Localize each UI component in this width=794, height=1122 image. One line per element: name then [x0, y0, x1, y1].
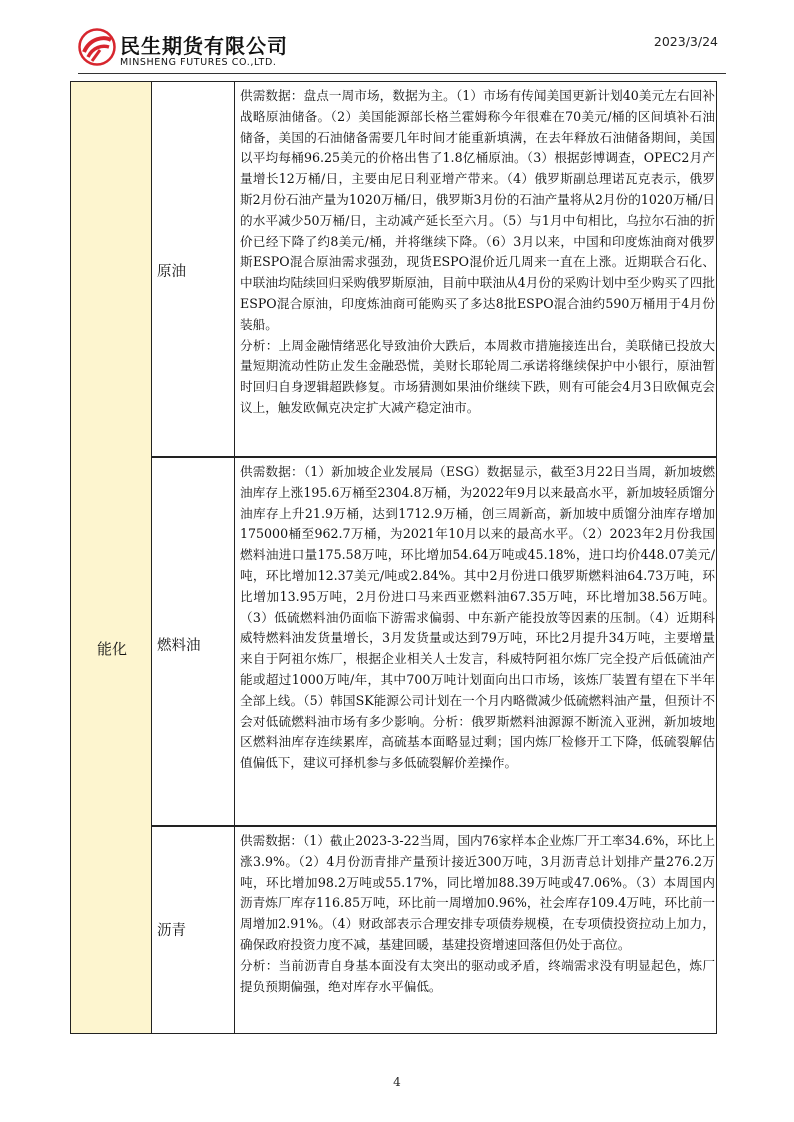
table-row-crude-oil — [152, 81, 717, 457]
row-content — [240, 86, 715, 419]
supply-demand-paragraph: 供需数据：（1）截止2023-3-22当周，国内76家样本企业炼厂开工率34.6%，环比上涨3.9%。（2）4月份沥青排产量预计接近300万吨，3月沥青总计划排产量276.2万吨，环比增加98.2万吨或55.17%，同比增加88.39万吨或47.06%。（3）本周国内沥青炼厂库存116.85万吨，环比前一周增加0.96%，社会库存109.4万吨，环比前一周增加2.91%。（4）财政部表示合理安排专项债券规模，在专项债投资拉动上加力，确保政府投资力度不减，基建回暖，基建投资增速回落但仍处于高位。 — [240, 833, 715, 952]
company-name-cn: 民生期货有限公司 — [120, 34, 288, 58]
row-content — [240, 831, 715, 997]
page-number: 4 — [393, 1075, 401, 1089]
product-cell — [152, 82, 235, 456]
table-row-asphalt — [152, 826, 717, 1034]
supply-demand-paragraph: 供需数据：（1）新加坡企业发展局（ESG）数据显示，截至3月22日当周，新加坡燃油库存上涨195.6万桶至2304.8万桶，为2022年9月以来最高水平，新加坡轻质馏分油库存上升21.9万桶，达到1712.9万桶，创三周新高，新加坡中质馏分油库存增加175000桶至962.7万桶，为2021年10月以来的最高水平。（2）2023年2月份我国燃料油进口量175.58万吨，环比增加54.64万吨或45.18%，进口均价448.07美元/吨，环比增加12.37美元/吨或2.84%。其中2月份进口俄罗斯燃料油64.73万吨，环比增加13.95万吨，2月份进口马来西亚燃料油67.35万吨，环比增加38.56万吨。（3）低硫燃料油仍面临下游需求偏弱、中东新产能投放等因素的压制。（4）近期科威特燃料油发货量增长，3月发货量或达到79万吨，环比2月提升34万吨，主要增量来自于阿祖尔炼厂，根据企业相关人士发言，科威特阿祖尔炼厂完全投产后低硫油产能或超过1000万吨/年，其中700万吨计划面向出口市场，该炼厂装置有望在下半年全部上线。（5）韩国SK能源公司计划在一个月内略微减少低硫燃料油产量，但预计不会对低硫燃料油市场有多少影响。分析：俄罗斯燃料油源源不断流入亚洲，新加坡地区燃料油库存连续累库，高硫基本面略显过剩；国内炼厂检修开工下降，低硫裂解估值偏低下，建议可择机参与多低硫裂解价差操作。 — [240, 464, 715, 771]
product-cell — [152, 827, 235, 1033]
row-content — [240, 462, 715, 774]
commodity-table — [70, 81, 717, 1034]
minsheng-logo-icon — [78, 28, 116, 66]
report-date: 2023/3/24 — [653, 34, 718, 49]
sector-label: 能化 — [96, 640, 127, 658]
product-cell — [152, 458, 235, 825]
header-divider — [78, 73, 726, 74]
product-label: 燃料油 — [157, 638, 201, 654]
table-row-fuel-oil — [152, 457, 717, 826]
analysis-paragraph: 分析：上周金融情绪恶化导致油价大跌后，本周救市措施接连出台，美联储已投放大量短期流动性防止发生金融恐慌，美财长耶轮周二承诺将继续保护中小银行，原油暂时回归自身逻辑超跌修复。市场猜测如果油价继续下跌，则有可能会4月3日欧佩克会议上，触发欧佩克决定扩大减产稳定油市。 — [240, 337, 715, 415]
sector-cell — [70, 81, 152, 1034]
company-name-en: MINSHENG FUTURES CO.,LTD. — [120, 57, 277, 68]
product-label: 沥青 — [157, 923, 186, 939]
analysis-paragraph: 分析：当前沥青自身基本面没有太突出的驱动或矛盾，终端需求没有明显起色，炼厂提负预期偏强，绝对库存水平偏低。 — [240, 957, 715, 994]
supply-demand-paragraph: 供需数据：盘点一周市场，数据为主。（1）市场有传闻美国更新计划40美元左右回补战略原油储备。（2）美国能源部长格兰霍姆称今年很难在70美元/桶的区间填补石油储备，美国的石油储备需要几年时间才能重新填满，在去年释放石油储备期间，美国以平均每桶96.25美元的价格出售了1.8亿桶原油。（3）根据彭博调查，OPEC2月产量增长12万桶/日，主要由尼日利亚增产带来。（4）俄罗斯副总理诺瓦克表示，俄罗斯2月份石油产量为1020万桶/日，俄罗斯3月份的石油产量将从2月份的1020万桶/日的水平减少50万桶/日，主动减产延长至六月。（5）与1月中旬相比，乌拉尔石油的折价已经下降了约8美元/桶，并将继续下降。（6）3月以来，中国和印度炼油商对俄罗斯ESPO混合原油需求强劲，现货ESPO混价近几周来一直在上涨。近期联合石化、中联油均陆续回归采购俄罗斯原油，目前中联油从4月份的采购计划中至少购买了四批ESPO混合原油，印度炼油商可能购买了多达8批ESPO混合油约590万桶用于4月份装船。 — [240, 88, 715, 332]
page-header — [78, 28, 726, 74]
product-label: 原油 — [157, 264, 186, 280]
